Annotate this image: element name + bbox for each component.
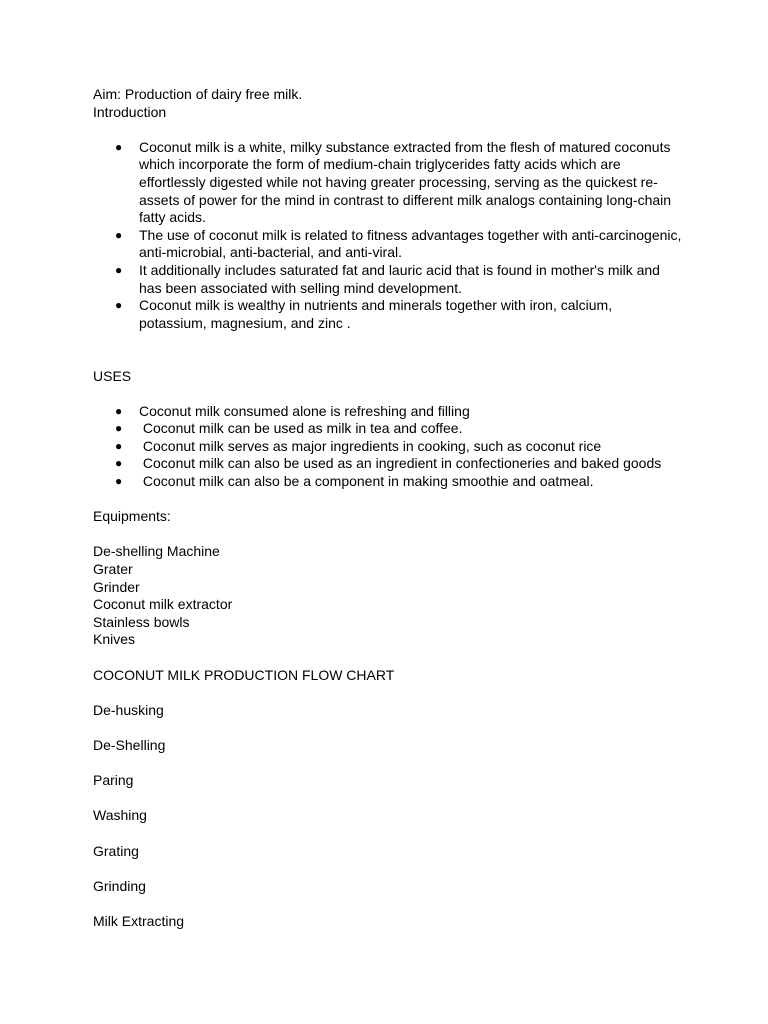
- equipments-heading: Equipments:: [93, 508, 171, 525]
- uses-item: [93, 438, 683, 456]
- flow-step: De-husking: [93, 701, 164, 718]
- flow-chart-steps: [93, 702, 683, 931]
- spacer: [93, 649, 683, 667]
- uses-item-text: Coconut milk can be used as milk in tea and coffee.: [139, 420, 463, 437]
- flow-step: Grating: [93, 842, 139, 859]
- uses-item: [93, 455, 683, 473]
- bullet-icon: ●: [115, 227, 123, 242]
- equipment-item: Grinder: [93, 578, 140, 595]
- bullet-icon: ●: [115, 438, 123, 453]
- spacer: [93, 526, 683, 544]
- flow-step: Milk Extracting: [93, 912, 185, 929]
- introduction-item-text: Coconut milk is a white, milky substance extracted from the flesh of matured coconuts which incorporate the form of medium-chain triglycerides fatty acids which are effortlessly digested while not having greater processing, serving as the quickest re-assets of power for the mind in contrast to different milk analogs containing long-chain fatty acids.: [139, 138, 675, 226]
- bullet-icon: ●: [115, 403, 123, 418]
- bullet-icon: ●: [115, 139, 123, 154]
- introduction-item-text: It additionally includes saturated fat and lauric acid that is found in mother's milk and has been associated with selling mind development.: [139, 261, 664, 296]
- uses-heading: USES: [93, 367, 132, 384]
- bullet-icon: ●: [115, 298, 123, 313]
- uses-item: [93, 473, 683, 491]
- equipment-item: De-shelling Machine: [93, 543, 220, 560]
- introduction-heading: Introduction: [93, 103, 167, 120]
- equipment-item: Coconut milk extractor: [93, 596, 233, 613]
- introduction-item: [93, 226, 686, 262]
- introduction-item-text: Coconut milk is wealthy in nutrients and minerals together with iron, calcium, potassium, magnesium, and zinc .: [139, 297, 616, 331]
- introduction-item: [93, 297, 683, 332]
- flow-step: De-Shelling: [93, 736, 166, 753]
- flow-step: Washing: [93, 807, 147, 824]
- spacer: [93, 491, 683, 509]
- aim-line: Aim: Production of dairy free milk.: [93, 86, 303, 102]
- uses-item: [93, 420, 683, 438]
- uses-item-text: Coconut milk serves as major ingredients in cooking, such as coconut rice: [139, 437, 602, 454]
- uses-item-text: Coconut milk consumed alone is refreshing and filling: [139, 402, 470, 419]
- introduction-list: [93, 138, 686, 333]
- uses-list: [93, 403, 683, 491]
- uses-item-text: Coconut milk can also be used as an ingredient in confectioneries and baked goods: [139, 455, 662, 472]
- bullet-icon: ●: [115, 474, 123, 489]
- bullet-icon: ●: [115, 421, 123, 436]
- document-page: [93, 86, 686, 948]
- spacer: [93, 121, 683, 139]
- spacer: [93, 332, 683, 367]
- uses-item: [93, 403, 683, 421]
- flow-step: Paring: [93, 772, 134, 789]
- bullet-icon: ●: [115, 456, 123, 471]
- uses-item-text: Coconut milk can also be a component in making smoothie and oatmeal.: [139, 473, 594, 490]
- bullet-icon: ●: [115, 262, 123, 277]
- introduction-item-text: The use of coconut milk is related to fitness advantages together with anti-carcinogenic, anti-microbial, anti-bacterial, and anti-viral.: [139, 226, 686, 261]
- equipment-item: Stainless bowls: [93, 613, 190, 630]
- spacer: [93, 684, 683, 702]
- introduction-item: [93, 262, 683, 297]
- flow-chart-heading: COCONUT MILK PRODUCTION FLOW CHART: [93, 666, 395, 683]
- spacer: [93, 385, 683, 403]
- equipments-list: [93, 543, 683, 649]
- equipment-item: Knives: [93, 631, 136, 648]
- flow-step: Grinding: [93, 877, 146, 894]
- equipment-item: Grater: [93, 561, 133, 578]
- introduction-item: [93, 139, 683, 227]
